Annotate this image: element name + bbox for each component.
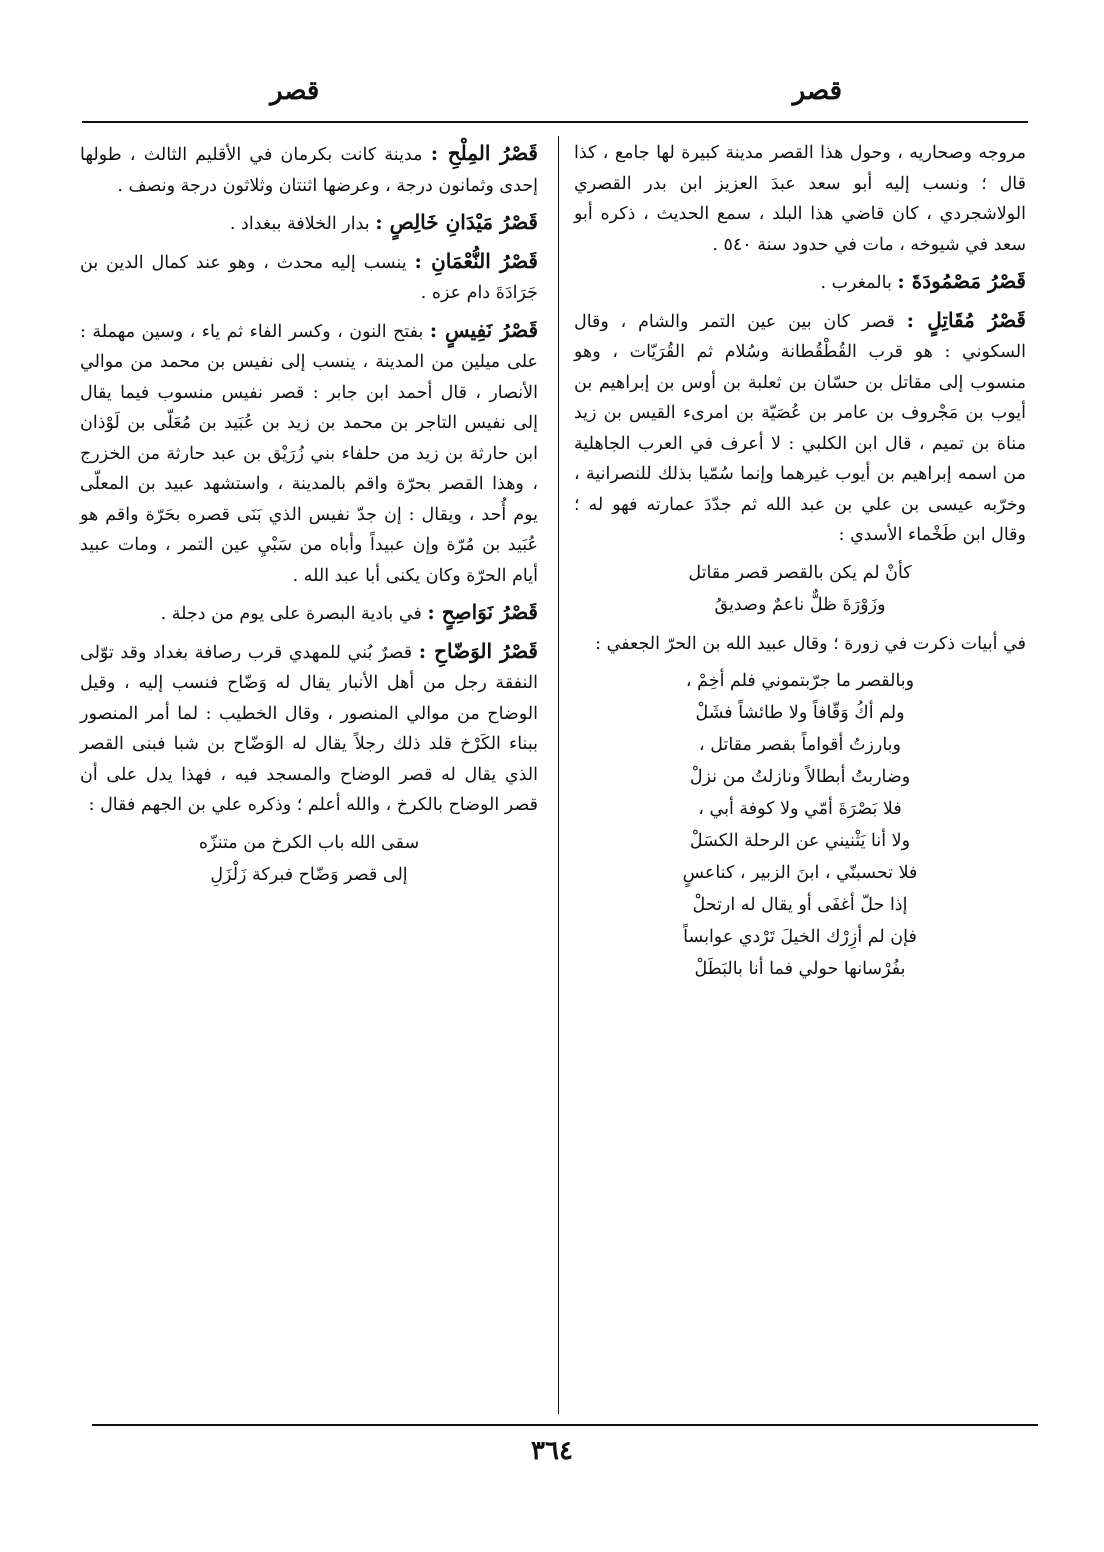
entry-text: بدار الخلافة ببغداد .	[229, 214, 376, 234]
entry-text: قصرٌ بُني للمهدي قرب رصافة بغداد وقد توّلى النفقة رجل من أهل الأنبار يقال له وَضّاح فنسب إليه ، وقيل الوضاح من موالي المنصور ، وقال الخطيب : لما أمر المنصور ببناء الكَرْخ قلد ذلك رجلاً يقال له الوَضّاح بن شبا فبنى القصر الذي يقال له قصر الوضاح والمسجد فيه ، فهذا يدل على أن قصر الوضاح بالكرخ ، والله أعلم ؛ وذكره علي بن الجهم فقال :	[80, 642, 538, 815]
running-header-left: قصر	[270, 76, 320, 106]
entry-headword: قَصْرُ الوَضّاحِ :	[418, 638, 538, 663]
verse-line: وضاربتُ أبطالاً ونازلتُ من نزلْ	[689, 767, 911, 787]
entry-qasr-numan	[80, 246, 538, 309]
verse-line: إلى قصر وَضّاح فبركة زَلْزَلِ	[210, 864, 408, 885]
entry-headword: قَصْرُ نَفِيسٍ :	[429, 317, 539, 342]
entry-text: بفتح النون ، وكسر الفاء ثم ياء ، وسين مهملة : على ميلين من المدينة ، ينسب إلى نفيس بن محمد من موالي الأنصار ، قال أحمد ابن جابر : قصر نفيس منسوب فيما يقال إلى نفيس التاجر بن محمد بن زيد بن عُبَيد بن مُعَلّى بن لَوْذان ابن حارثة بن زيد من حلفاء بني زُرَيْق بن عبد حارثة من الخزرج ، وهذا القصر بحرّة واقم بالمدينة ، واستشهد عبيد بن المعلّى يوم أُحد ، ويقال : إن جدّ نفيس الذي بَنَى قصره بحَرّة واقم هو عُبَيد بن مُرّة وإن عبيداً وأباه من سَبْيِ عين التمر ، ومات عبيد أيام الحرّة وكان يكنى أبا عبد الله .	[80, 321, 538, 586]
entry-qasr-maydan-khalis	[80, 207, 538, 240]
entry-headword: قَصْرُ نَوَاصِحٍ :	[427, 600, 538, 624]
entry-headword: قَصْرُ مُقَاتِلٍ :	[906, 307, 1026, 332]
entry-qasr-milh	[80, 138, 538, 201]
paragraph: في أبيات ذكرت في زورة ؛ وقال عبيد الله بن الحرّ الجعفي :	[595, 633, 1026, 654]
verse-line: ولا أنا يَثْنيني عن الرحلة الكسَلْ	[689, 831, 911, 851]
entry-headword: قَصْرُ مَصْمُودَةَ :	[897, 269, 1026, 293]
entry-qasr-waddah	[80, 636, 538, 821]
entry-text: مدينة كانت بكرمان في الأقليم الثالث ، طولها إحدى وثمانون درجة ، وعرضها اثنتان وثلاثون درجة ونصف .	[80, 145, 538, 196]
page-number: ٣٦٤	[531, 1436, 573, 1466]
verse-block	[574, 665, 1026, 985]
right-column	[574, 138, 1026, 993]
header-rule	[82, 121, 1028, 123]
verse-block	[574, 557, 1026, 621]
verse-line: إذا حلّ أغفَى أو يقال له ارتحلْ	[692, 895, 908, 915]
verse-line: وبارزتُ أقواماً بقصر مقاتل ،	[698, 735, 901, 755]
verse-line: سقى الله باب الكرخ من متنزّه	[198, 832, 420, 853]
verse-line: بفُرْسانها حولي فما أنا بالبَطَلْ	[694, 959, 906, 979]
running-header-right: قصر	[792, 76, 842, 106]
entry-text: ينسب إليه محدث ، وهو عند كمال الدين بن جَرَادَةَ دام عزه .	[80, 252, 538, 303]
paragraph-continuation: مروجه وصحاريه ، وحول هذا القصر مدينة كبيرة لها جامع ، كذا قال ؛ ونسب إليه أبو سعد عبدَ العزيز ابن بدر القصري الولاشجردي ، كان قاضي هذا البلد ، سمع الحديث ، ذكره أبو سعد في شيوخه ، مات في حدود سنة ٥٤٠ .	[574, 143, 1026, 255]
entry-text: بالمغرب .	[820, 273, 898, 293]
entry-text: قصر كان بين عين التمر والشام ، وقال السكوني : هو قرب القُطْقُطانة وسُلام ثم القُرَيّات ، وهو منسوب إلى مقاتل بن حسّان بن ثعلبة بن أوس بن إبراهيم بن أيوب بن مَجْروف بن عامر بن عُصَيّة بن امرىء القيس بن زيد مناة بن تميم ، قال ابن الكلبي : لا أعرف في العرب الجاهلية من اسمه إبراهيم بن أيوب غيرهما وإنما سُمّيا بذلك للنصرانية ، وخرّبه عيسى بن علي بن عبد الله ثم جدّدَ عمارته فهو له ؛ وقال ابن طَخْماء الأسدي :	[574, 311, 1026, 545]
entry-headword: قَصْرُ النُّعْمَانِ :	[414, 248, 538, 273]
verse-line: وزَوْرَةَ ظلٌّ ناعمٌ وصديقُ	[714, 594, 886, 615]
entry-qasr-nafis	[80, 315, 538, 592]
verse-block	[80, 827, 538, 891]
verse-line: وبالقصر ما جرّبتموني فلم أخِمْ ،	[685, 671, 915, 691]
verse-line: ولم أكُ وَقّافاً ولا طائشاً فشَلْ	[695, 703, 905, 723]
entry-qasr-muqatil	[574, 305, 1026, 551]
entry-headword: قَصْرُ مَيْدَانِ خَالِصٍ :	[375, 210, 538, 234]
verse-line: كأنْ لم يكن بالقصر قصر مقاتل	[688, 562, 912, 583]
left-column	[80, 138, 538, 899]
entry-text: في بادية البصرة على يوم من دجلة .	[160, 604, 428, 624]
column-divider	[558, 136, 559, 1414]
entry-qasr-nawasih	[80, 597, 538, 630]
footer-rule	[92, 1424, 1038, 1426]
entry-headword: قَصْرُ المِلْحِ :	[430, 141, 538, 165]
verse-line: فإن لم أزِرْك الخيلَ تَرْدي عوابساً	[683, 927, 917, 947]
verse-line: فلا بَصْرَةَ أمّي ولا كوفة أبي ،	[698, 799, 902, 819]
entry-qasr-masmuda	[574, 266, 1026, 299]
verse-line: فلا تحسبنّي ، ابنَ الزبير ، كناعسٍ	[682, 863, 918, 883]
